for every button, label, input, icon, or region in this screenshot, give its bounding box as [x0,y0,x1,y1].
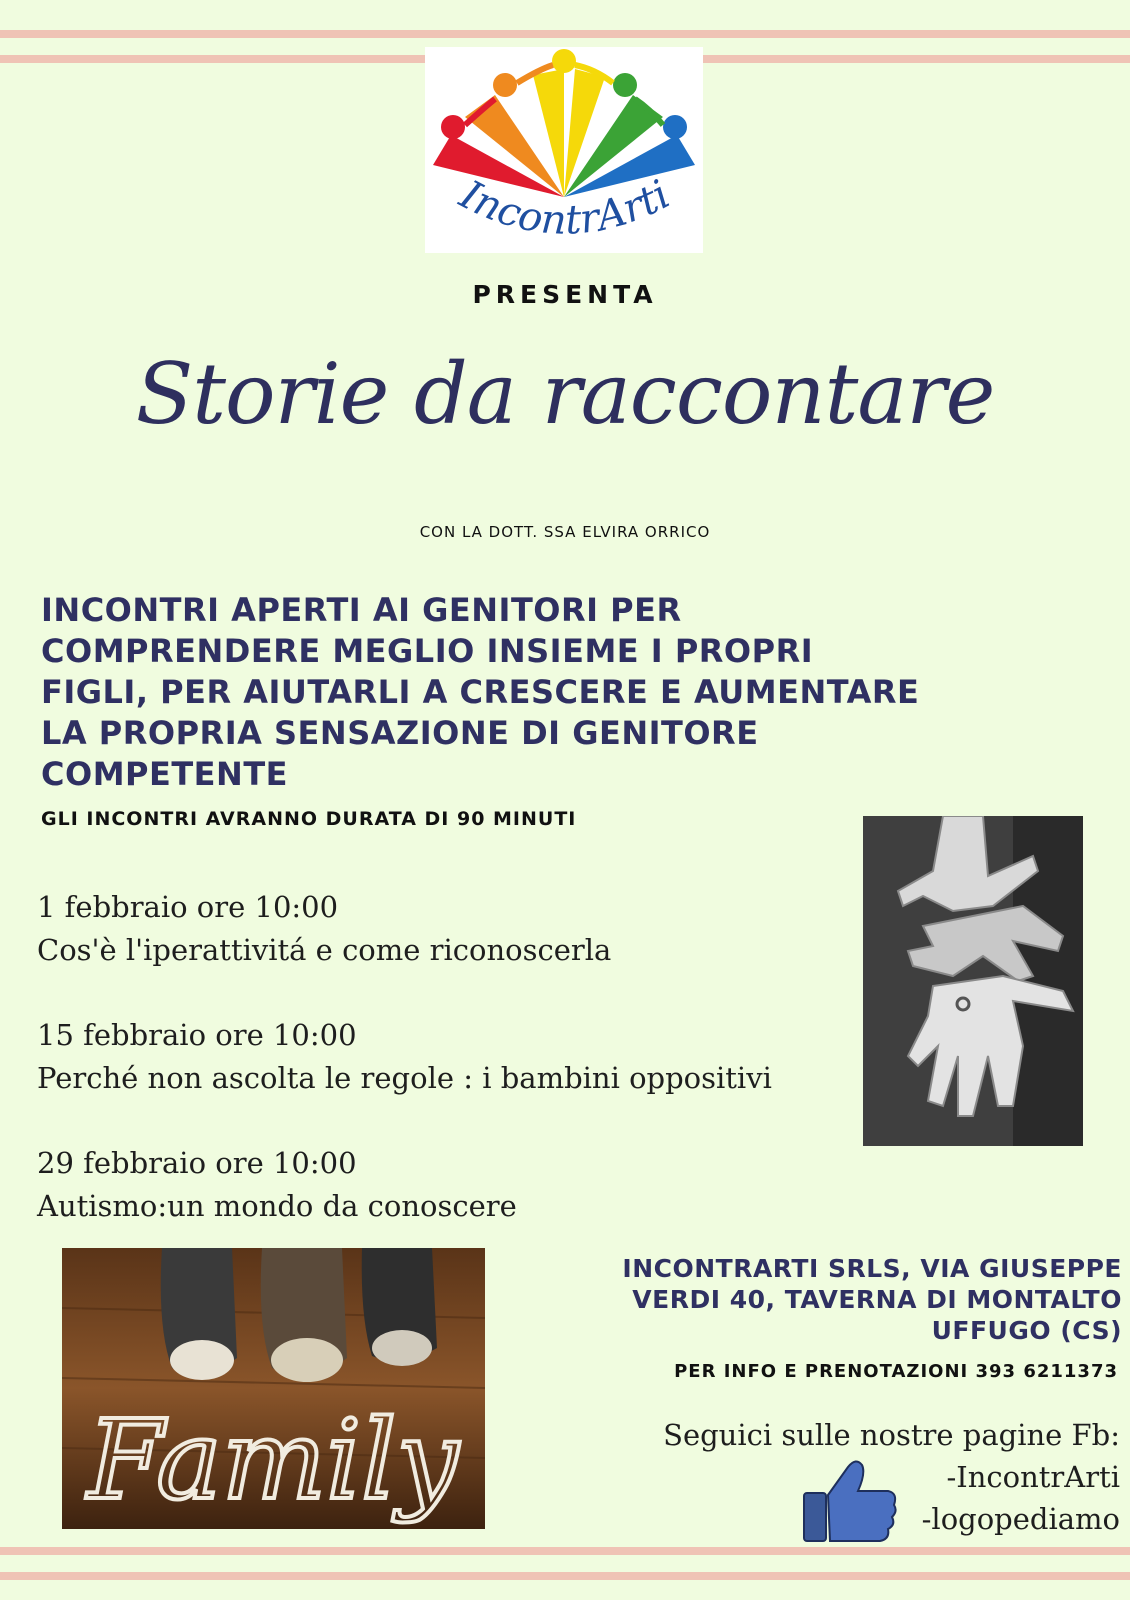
event-3 [37,1142,517,1228]
event-1 [37,886,611,972]
intro-line: INCONTRI APERTI AI GENITORI PER [41,591,682,629]
event-date: 1 febbraio ore 10:00 [37,890,339,924]
address-line: VERDI 40, TAVERNA DI MONTALTO [632,1285,1122,1314]
social-heading: Seguici sulle nostre pagine Fb: [663,1418,1120,1452]
hands-photo [863,816,1083,1146]
intro-line: LA PROPRIA SENSAZIONE DI GENITORE [41,714,759,752]
intro-line: FIGLI, PER AIUTARLI A CRESCERE E AUMENTARE [41,673,920,711]
social-page-incontrarti: -IncontrArti [946,1460,1120,1494]
address-line: INCONTRARTI SRLS, VIA GIUSEPPE [622,1254,1122,1283]
bottom-stripe-2 [0,1572,1130,1580]
svg-text:IncontrArti: IncontrArti [452,171,678,244]
family-shoes-photo [62,1248,485,1529]
event-date: 15 febbraio ore 10:00 [37,1018,357,1052]
intro-line: COMPETENTE [41,755,288,793]
event-topic: Cos'è l'iperattivitá e come riconoscerla [37,933,612,967]
bottom-stripe-1 [0,1547,1130,1555]
event-topic: Autismo:un mondo da conoscere [37,1189,517,1223]
address-line: UFFUGO (CS) [931,1316,1122,1345]
event-title: Storie da raccontare [135,345,995,443]
facebook-like-icon [800,1455,900,1545]
incontrarti-logo [425,47,703,253]
intro-line: COMPRENDERE MEGLIO INSIEME I PROPRI [41,632,814,670]
logo-graphic [425,47,703,253]
event-date: 29 febbraio ore 10:00 [37,1146,357,1180]
duration-note: GLI INCONTRI AVRANNO DURATA DI 90 MINUTI [41,808,577,830]
event-topic: Perché non ascolta le regole : i bambini oppositivi [37,1061,772,1095]
svg-text:Family: Family [87,1396,459,1524]
event-2 [37,1014,772,1100]
top-stripe-1 [0,30,1130,38]
booking-info: PER INFO E PRENOTAZIONI 393 6211373 [674,1361,1118,1382]
intro-paragraph [41,590,1001,795]
venue-address [540,1253,1122,1346]
social-page-logopediamo: -logopediamo [921,1502,1120,1536]
speaker-line: CON LA DOTT. SSA ELVIRA ORRICO [419,523,711,541]
presenta-label: PRESENTA [472,280,658,309]
